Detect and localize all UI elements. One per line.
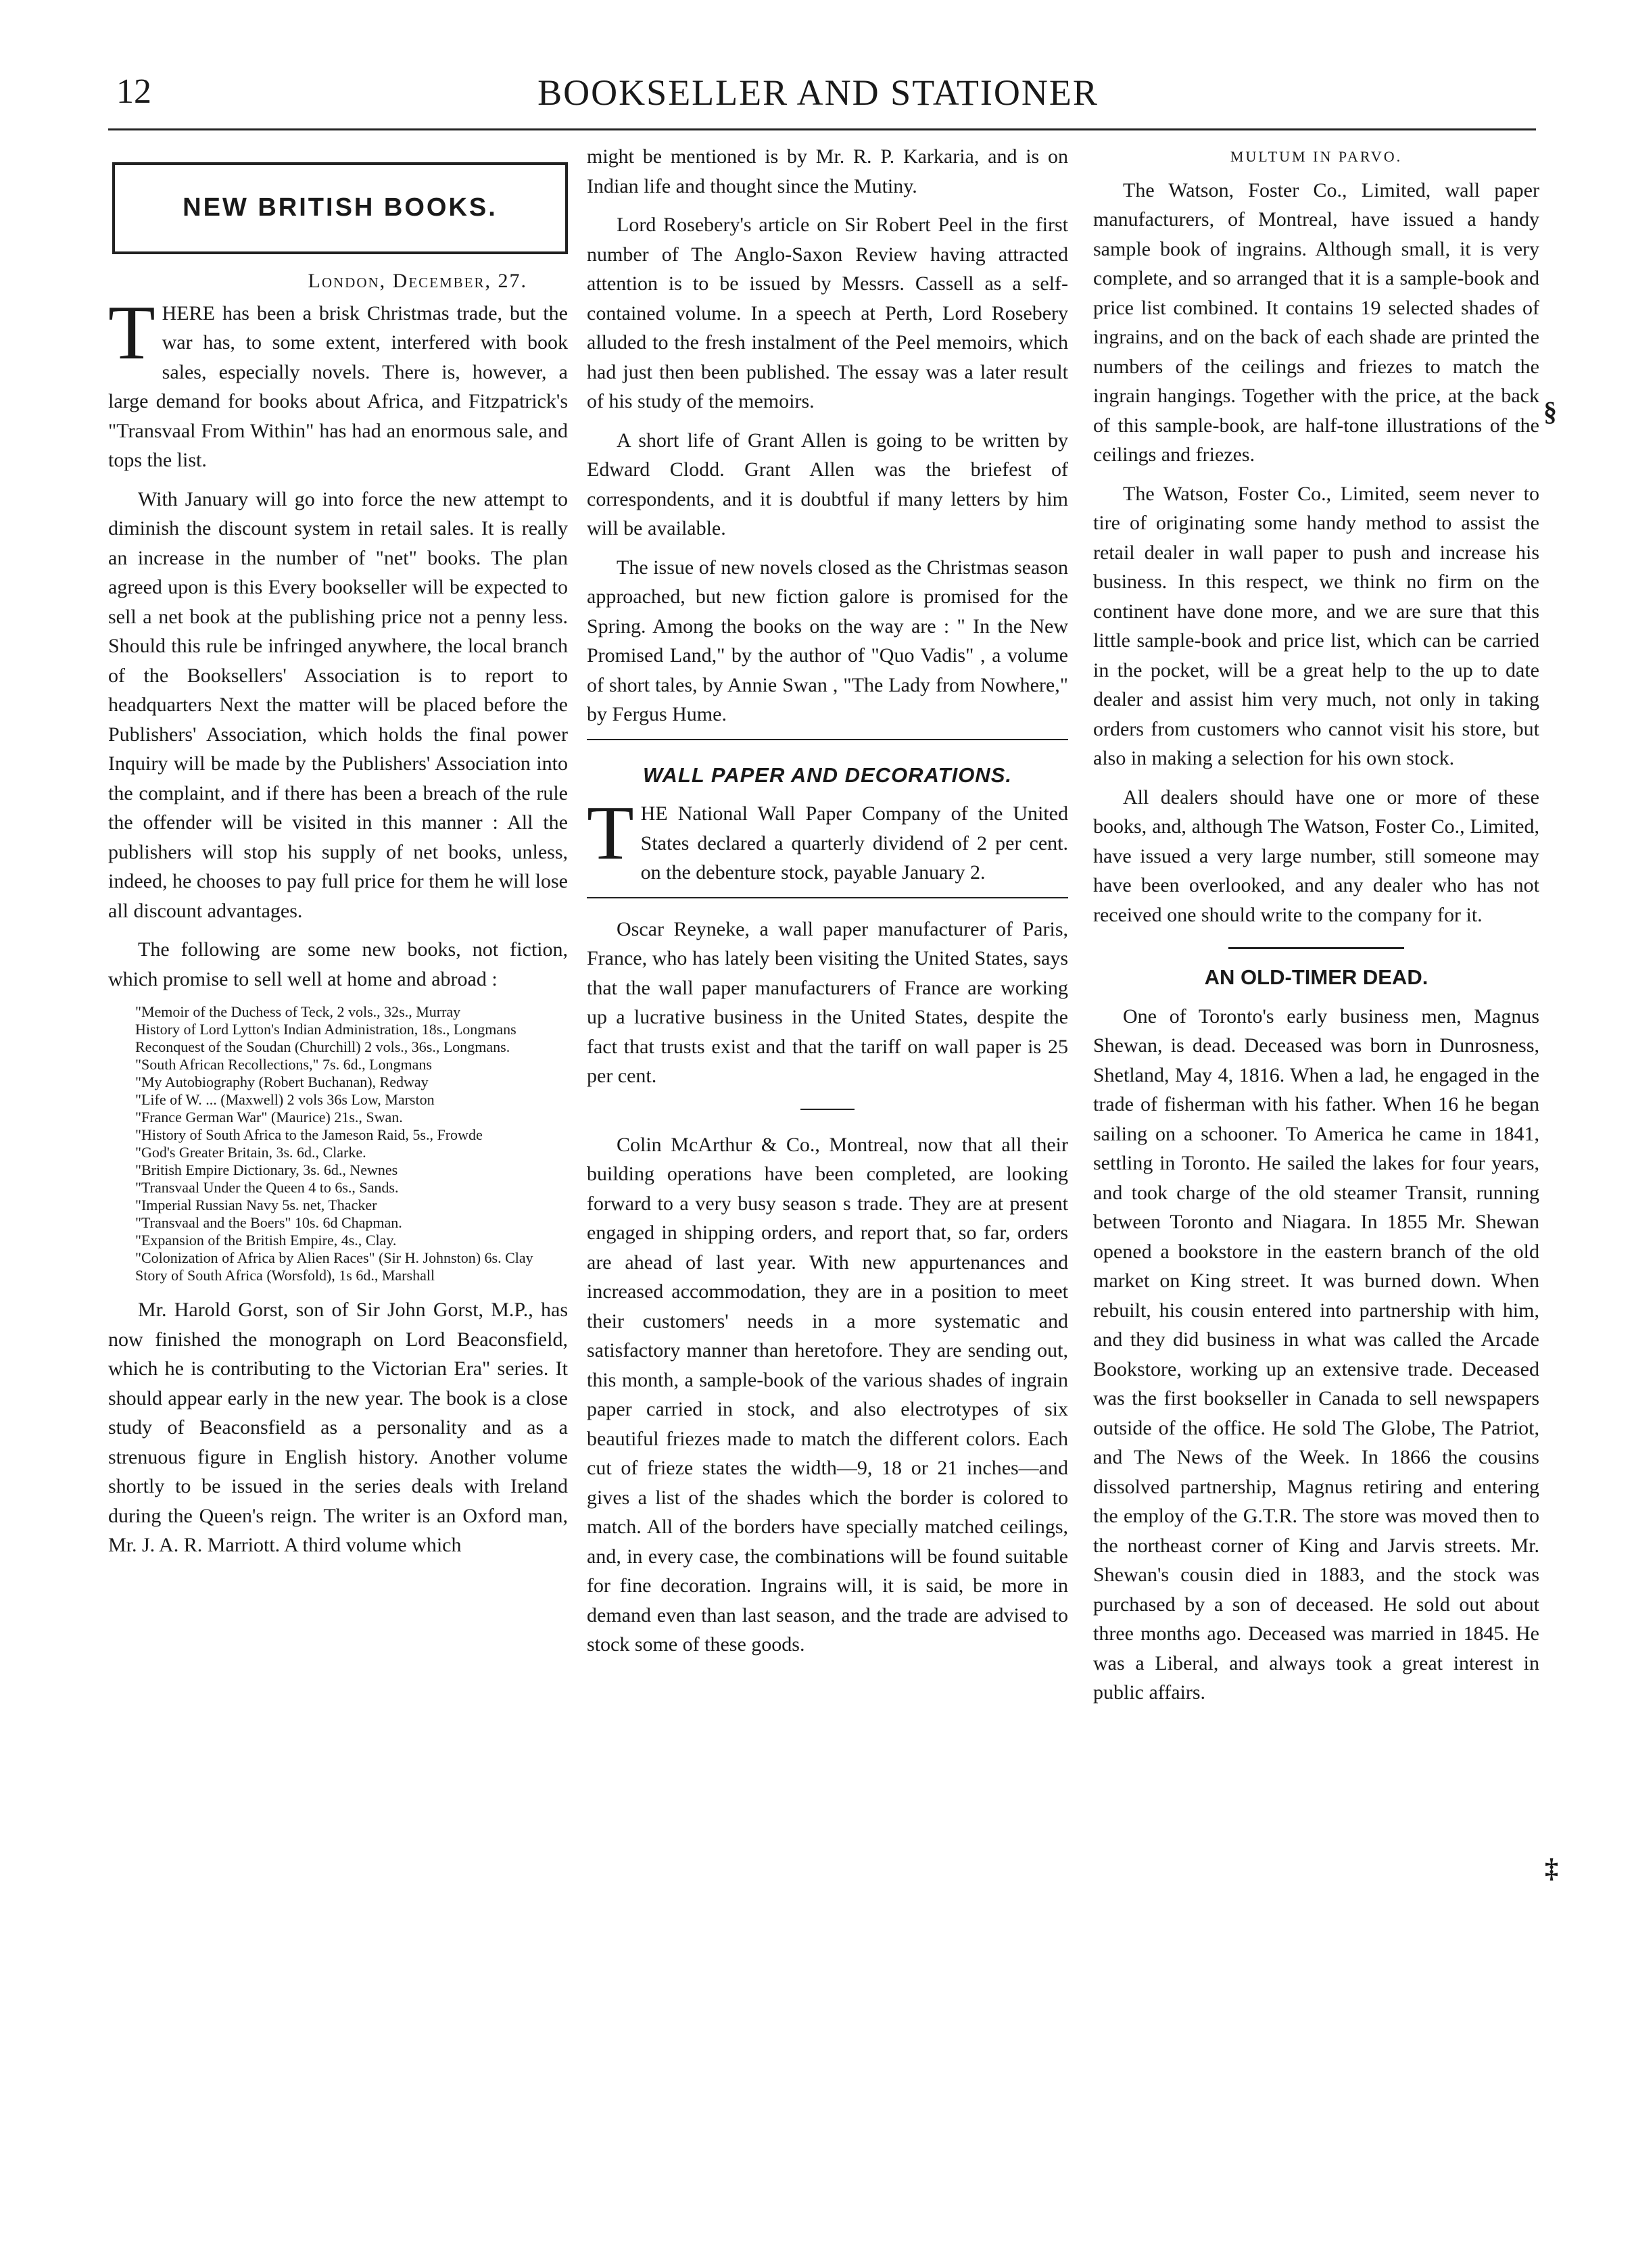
paragraph-text: HERE has been a brisk Christmas trade, but the war has, to some extent, interfered with book sales, especially novels. There is, however, a large demand for books about Africa, and Fitzpatrick's "Transvaal From Within" has had an enormous sale, and tops the list. [108,301,568,471]
drop-cap: T [587,790,634,875]
margin-mark: § [1543,396,1557,427]
book-list-item: "Transvaal Under the Queen 4 to 6s., Sands. [135,1179,399,1196]
book-list [108,1003,568,1284]
column-1 [108,142,568,1570]
item-separator [800,1109,855,1110]
book-list-item: "Expansion of the British Empire, 4s., Clay. [135,1232,397,1249]
page-header [108,68,1528,122]
book-list-item: "Memoir of the Duchess of Teck, 2 vols., 32s., Murray [135,1003,461,1020]
book-list-item: Story of South Africa (Worsfold), 1s 6d., Marshall [135,1267,435,1284]
article-paragraph: One of Toronto's early business men, Magnus Shewan, is dead. Deceased was born in Dunrosness, Shetland, May 4, 1816. When a lad, he engaged in the trade of fisherman with his father. When 16 he began sailing on a schooner. To America he came in 1841, settling in Toronto. He sailed the lakes for four years, and took charge of the old steamer Transit, running between Toronto and Niagara. In 1855 Mr. Shewan opened a bookstore in the eastern branch of the old market on King street. It was burned down. When rebuilt, his cousin entered into partnership with him, and they did business in what was called the Arcade Bookstore, working up an extensive trade. Deceased was the first bookseller in Canada to sell newspapers outside of the office. He sold The Globe, The Patriot, and The News of the Week. In 1866 the cousins dissolved partnership, Magnus retiring and entering the employ of the G.T.R. The store was moved then to the northeast corner of King and Jarvis streets. Mr. Shewan's cousin died in 1883, and the stock was purchased by a son of deceased. He sold out about three months ago. Deceased was married in 1845. He was a Liberal, and always took a great interest in public affairs. [1093,1005,1539,1704]
book-list-item: Reconquest of the Soudan (Churchill) 2 vols., 36s., Longmans. [135,1038,510,1055]
article-paragraph: Oscar Reyneke, a wall paper manufacturer of Paris, France, who has lately been visiting the United States, says that the wall paper manufacturers of France are working up a lucrative business in the United States, despite the fact that trusts exist and that the tariff on wall paper is 25 per cent. [587,917,1068,1087]
article-paragraph: The following are some new books, not fiction, which promise to sell well at home and abroad : [108,938,568,990]
margin-mark: ‡ [1545,1853,1558,1883]
sub-heading-multum-in-parvo: MULTUM IN PARVO. [1230,148,1403,165]
article-paragraph: Lord Rosebery's article on Sir Robert Peel in the first number of The Anglo-Saxon Review having attracted attention is to be issued by Messrs. Cassell as a self-contained volume. In a speech at Perth, Lord Rosebery alluded to the fresh instalment of the Peel memoirs, which had just then been published. The essay was a later result of his study of the memoirs. [587,214,1068,412]
running-title: BOOKSELLER AND STATIONER [537,72,1099,113]
column-3 [1093,142,1539,1717]
section-rule [1228,947,1404,949]
article-paragraph: Mr. Harold Gorst, son of Sir John Gorst, M.P., has now finished the monograph on Lord Beaconsfield, which he is contributing to the Victorian Era" series. It should appear early in the new year. The book is a close study of Beaconsfield as a personality and as a strenuous figure in English history. Another volume shortly to be issued in the series deals with Ireland during the Queen's reign. The writer is an Oxford man, Mr. J. A. R. Marriott. A third volume which [108,1299,568,1556]
article-paragraph: The issue of new novels closed as the Christmas season approached, but new fiction galore is promised for the Spring. Among the books on the way are : " In the New Promised Land," by the author of "Quo Vadis" , a volume of short tales, by Annie Swan , "The Lady from Nowhere," by Fergus Hume. [587,556,1068,725]
section-title-old-timer-dead: AN OLD-TIMER DEAD. [1204,965,1428,989]
book-list-item: "British Empire Dictionary, 3s. 6d., Newnes [135,1161,398,1178]
section-title-wall-paper: WALL PAPER AND DECORATIONS. [643,763,1012,787]
section-rule [587,897,1068,898]
article-paragraph: With January will go into force the new attempt to diminish the discount system in retail sales. It is really an increase in the number of "net" books. The plan agreed upon is this Every bookseller will be expected to sell a net book at the publishing price not a penny less. Should this rule be infringed anywhere, the local branch of the Booksellers' Association is to report to headquarters Next the matter will be placed before the Publishers' Association, which holds the final power Inquiry will be made by the Publishers' Association into the complaint, and if there has been a breach of the rule the offender will be visited in this manner : All the publishers will stop his supply of net books, unless, indeed, he chooses to pay full price for them he will lose all discount advantages. [108,487,568,922]
book-list-item: "South African Recollections," 7s. 6d., Longmans [135,1056,432,1073]
drop-cap: T [108,289,155,375]
book-list-item: "Life of W. ... (Maxwell) 2 vols 36s Low, Marston [135,1091,435,1108]
section-title-new-british-books: NEW BRITISH BOOKS. [112,162,568,254]
dateline: London, December, 27. [308,270,527,292]
book-list-item: "Colonization of Africa by Alien Races" (Sir H. Johnston) 6s. Clay [135,1249,533,1266]
column-2 [587,142,1068,1669]
page-number: 12 [116,72,151,111]
article-paragraph [108,289,568,475]
book-list-item: "God's Greater Britain, 3s. 6d., Clarke. [135,1144,366,1161]
book-list-item: "My Autobiography (Robert Buchanan), Redway [135,1073,429,1090]
book-list-item: "Transvaal and the Boers" 10s. 6d Chapman. [135,1214,402,1231]
article-paragraph: A short life of Grant Allen is going to be written by Edward Clodd. Grant Allen was the briefest of correspondents, and it is doubtful if many letters by him will be available. [587,429,1068,539]
article-paragraph: might be mentioned is by Mr. R. P. Karkaria, and is on Indian life and thought since the Mutiny. [587,145,1068,197]
article-paragraph: The Watson, Foster Co., Limited, wall paper manufacturers, of Montreal, have issued a handy sample book of ingrains. Although small, it is very complete, and so arranged that it is a sample-book and price list combined. It contains 19 selected shades of ingrains, and on the back of each shade are printed the numbers of the ceilings and friezes to match the ingrain hangings. Together with the price, at the back of this sample-book, are half-tone illustrations of the ceilings and friezes. [1093,178,1539,466]
book-list-item: "History of South Africa to the Jameson Raid, 5s., Frowde [135,1126,483,1143]
header-rule [108,128,1536,130]
book-list-item: History of Lord Lytton's Indian Administration, 18s., Longmans [135,1021,516,1038]
article-paragraph [587,790,1068,888]
book-list-item: "France German War" (Maurice) 21s., Swan. [135,1109,403,1126]
book-list-item: "Imperial Russian Navy 5s. net, Thacker [135,1197,377,1213]
paragraph-text: HE National Wall Paper Company of the United States declared a quarterly dividend of 2 per cent. on the debenture stock, payable January 2. [640,802,1068,884]
article-paragraph: The Watson, Foster Co., Limited, seem never to tire of originating some handy method to assist the retail dealer in wall paper to push and increase his business. In this respect, we think no firm on the continent have done more, and we are sure that this little sample-book and price list, which can be carried in the pocket, will be a great help to the up to date dealer and assist him very much, not only in taking orders from customers who cannot visit his store, but also in making a selection for his own stock. [1093,482,1539,769]
article-paragraph: Colin McArthur & Co., Montreal, now that all their building operations have been completed, are looking forward to a very busy season s trade. They are at present engaged in shipping orders, and report that, so far, orders are ahead of last year. With new appurtenances and increased accommodation, they are in a position to meet their customers' needs in a more systematic and satisfactory manner than heretofore. They are sending out, this month, a sample-book of the various shades of ingrain paper carried in stock, and also electrotypes of six beautiful friezes made to match the different colors. Each cut of frieze states the width—9, 18 or 21 inches—and gives a list of the shades which the border is colored to match. All of the borders have specially matched ceilings, and, in every case, the combinations will be found suitable for fine decoration. Ingrains will, it is said, be more in demand even than last season, and the trade are advised to stock some of these goods. [587,1133,1068,1656]
article-paragraph: All dealers should have one or more of these books, and, although The Watson, Foster Co., Limited, have issued a very large number, still someone may have been overlooked, and any dealer who has not received one should write to the company for it. [1093,786,1539,926]
section-rule [587,739,1068,740]
